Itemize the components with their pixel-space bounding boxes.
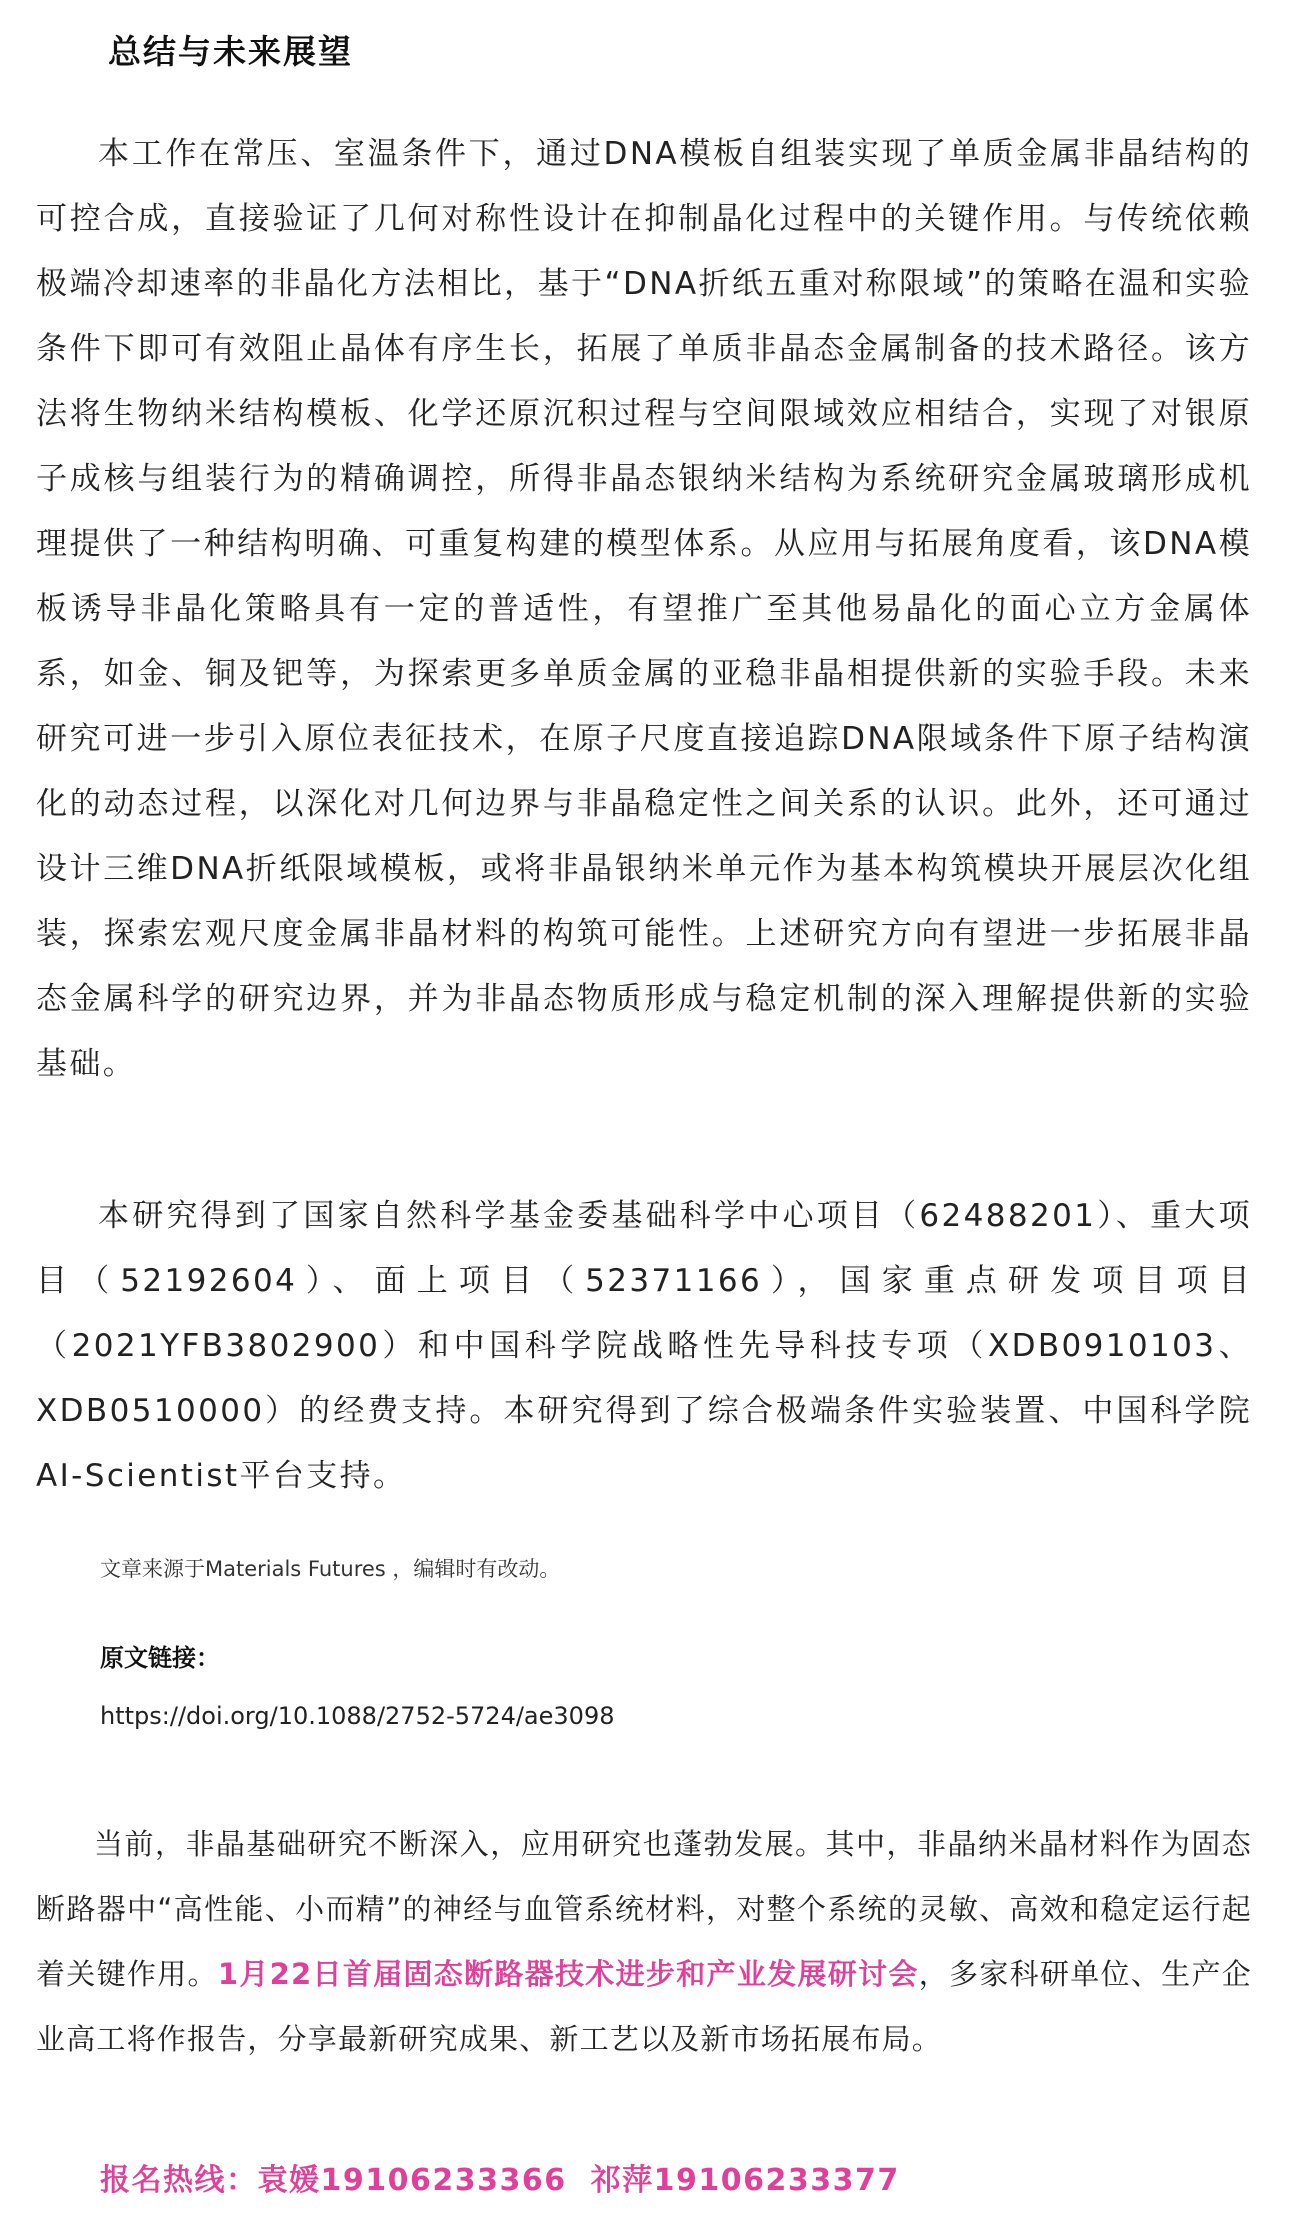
hotline-label: 报名热线： xyxy=(100,2163,258,2198)
registration-hotline xyxy=(100,2155,900,2199)
seminar-highlight[interactable]: 1月22日首届固态断路器技术进步和产业发展研讨会 xyxy=(217,1957,919,1991)
section-heading: 总结与未来展望 xyxy=(108,32,353,71)
funding-paragraph: 本研究得到了国家自然科学基金委基础科学中心项目（62488201）、重大项目（52192604）、面上项目（52371166），国家重点研发项目项目（2021YFB3802900）和中国科学院战略性先导科技专项（XDB0910103、XDB0510000）的经费支持。本研究得到了综合极端条件实验装置、中国科学院AI-Scientist平台支持。 xyxy=(36,1198,1252,1494)
promo-text-before: 当前，非晶基础研究不断深入，应用研究也蓬勃发展。其中，非晶纳米晶材料作为固态断路器中“高性能、小而精”的神经与血管系统材料，对整个系统的灵敏、高效和稳定运行起着关键作用。 xyxy=(36,1827,1252,1991)
summary-paragraph: 本工作在常压、室温条件下，通过DNA模板自组装实现了单质金属非晶结构的可控合成，直接验证了几何对称性设计在抑制晶化过程中的关键作用。与传统依赖极端冷却速率的非晶化方法相比，基于“DNA折纸五重对称限域”的策略在温和实验条件下即可有效阻止晶体有序生长，拓展了单质非晶态金属制备的技术路径。该方法将生物纳米结构模板、化学还原沉积过程与空间限域效应相结合，实现了对银原子成核与组装行为的精确调控，所得非晶态银纳米结构为系统研究金属玻璃形成机理提供了一种结构明确、可重复构建的模型体系。从应用与拓展角度看，该DNA模板诱导非晶化策略具有一定的普适性，有望推广至其他易晶化的面心立方金属体系，如金、铜及钯等，为探索更多单质金属的亚稳非晶相提供新的实验手段。未来研究可进一步引入原位表征技术，在原子尺度直接追踪DNA限域条件下原子结构演化的动态过程，以深化对几何边界与非晶稳定性之间关系的认识。此外，还可通过设计三维DNA折纸限域模板，或将非晶银纳米单元作为基本构筑模块开展层次化组装，探索宏观尺度金属非晶材料的构筑可能性。上述研究方向有望进一步拓展非晶态金属科学的研究边界，并为非晶态物质形成与稳定机制的深入理解提供新的实验基础。 xyxy=(36,136,1252,1082)
promo-text-after: ，多家科研单位、生产企业高工将作报告，分享最新研究成果、新工艺以及新市场拓展布局。 xyxy=(36,1957,1252,2056)
original-link-url[interactable]: https://doi.org/10.1088/2752-5724/ae3098 xyxy=(100,1702,615,1730)
hotline-contact-2[interactable]: 祁萍19106233377 xyxy=(590,2163,900,2198)
source-note: 文章来源于Materials Futures ，编辑时有改动。 xyxy=(100,1557,561,1581)
promo-paragraph xyxy=(36,1812,1252,2072)
original-link-label: 原文链接： xyxy=(100,1644,220,1672)
hotline-contact-1[interactable]: 袁媛19106233366 xyxy=(257,2163,567,2198)
